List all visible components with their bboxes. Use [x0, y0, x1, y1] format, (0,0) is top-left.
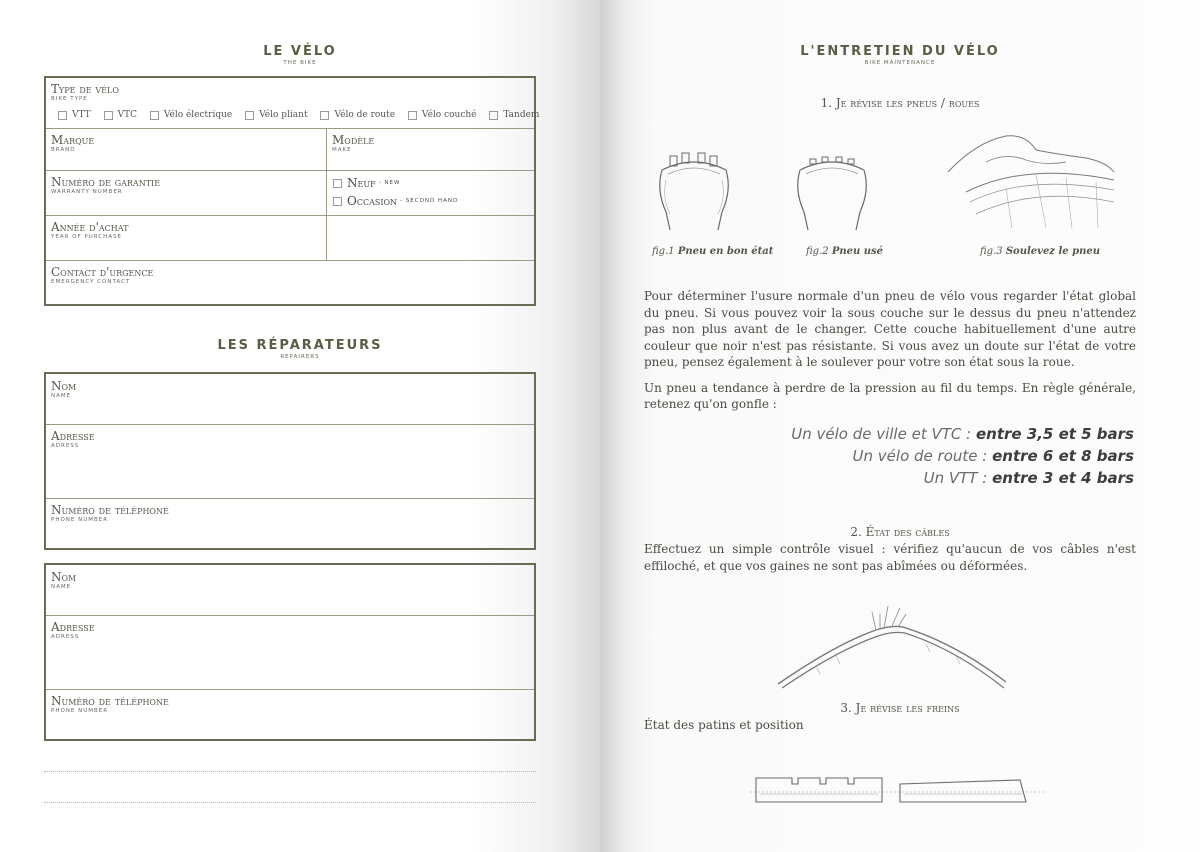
bike-type-option[interactable] [245, 110, 307, 120]
bike-title: LE VÉLO [263, 44, 337, 59]
notes-line [44, 771, 536, 772]
good-tyre-illustration [656, 150, 732, 240]
repairer-card [44, 372, 536, 550]
divider [326, 128, 327, 170]
bike-subtitle: THE BIKE [283, 60, 317, 66]
repairer-address-row [46, 424, 534, 499]
brake-pads-illustration [750, 774, 1050, 808]
option-label: Vélo pliant [259, 110, 308, 120]
used-label: Occasion [347, 194, 398, 208]
fig2-text: Pneu usé [831, 246, 883, 257]
option-label: Vélo électrique [163, 110, 233, 120]
brand-model-row [46, 128, 534, 171]
purchase-row [46, 215, 534, 261]
emergency-row [46, 260, 534, 306]
tyres-text [644, 288, 1136, 422]
warranty-row [46, 170, 534, 216]
address-label: Adresse [51, 620, 95, 634]
pressure-list [791, 423, 1134, 489]
pressure-label: Un VTT : [923, 469, 988, 487]
purchase-sublabel: YEAR OF PURCHASE [51, 234, 123, 240]
bike-info-form [44, 76, 540, 306]
purchase-label: Année d'achat [51, 220, 129, 234]
name-label: Nom [51, 570, 77, 584]
warranty-label: Numéro de garantie [51, 175, 161, 189]
warranty-sublabel: WARRANTY NUMBER [51, 189, 123, 195]
frayed-cable-illustration [776, 604, 1010, 692]
bike-type-label: Type de vélo [51, 82, 119, 96]
repairers-heading [0, 338, 600, 360]
phone-label: Numéro de téléphone [51, 694, 169, 708]
pressure-label: Un vélo de route : [852, 447, 988, 465]
phone-sublabel: PHONE NUMBER [51, 708, 109, 714]
model-sublabel: MAKE [332, 147, 352, 153]
used-sublabel: - SECOND HAND [400, 198, 459, 204]
option-label: Vélo de route [334, 110, 396, 120]
pressure-item [791, 445, 1134, 467]
checkbox[interactable] [245, 111, 254, 120]
checkbox[interactable] [150, 111, 159, 120]
notes-line [44, 802, 536, 803]
bike-type-option[interactable] [58, 110, 91, 120]
repairer-name-row [46, 565, 534, 616]
tyres-paragraph: Pour déterminer l'usure normale d'un pneu de vélo vous regarder l'état global du pneu. Si vous pouvez voir la sous couche sur le dessus du pneu n'attendez pas non plus avant de le changer. Cette couche habituellement d'une autre couleur que noir n'est pas résistante. Si vous avez un doute sur l'état de votre pneu, pensez également à le soulever pour votre son état sous la roue. [644, 289, 1136, 369]
repairers-subtitle: REPAIRERS [280, 354, 320, 360]
fig3-caption [980, 246, 1100, 257]
fig2-caption [806, 246, 883, 257]
pressure-value: entre 3 et 4 bars [992, 469, 1134, 487]
bike-type-option[interactable] [489, 110, 539, 120]
bike-type-option[interactable] [320, 110, 395, 120]
model-label: Modèle [332, 133, 375, 147]
new-label: Neuf [347, 176, 376, 190]
fig2-number: fig.2 [806, 246, 829, 257]
option-label: Vélo couché [421, 110, 477, 120]
pressure-label: Un vélo de ville et VTC : [791, 425, 972, 443]
emergency-sublabel: EMERGENCY CONTACT [51, 279, 131, 285]
phone-sublabel: PHONE NUMBER [51, 517, 109, 523]
divider [326, 215, 327, 260]
bike-type-option[interactable] [408, 110, 477, 120]
bike-type-sublabel: BIKE TYPE [51, 96, 88, 102]
maintenance-title: L'ENTRETIEN DU VÉLO [800, 44, 1000, 59]
fig1-number: fig.1 [652, 246, 675, 257]
pressure-value: entre 3,5 et 5 bars [975, 425, 1134, 443]
repairer-card [44, 563, 536, 741]
checkbox[interactable] [58, 111, 67, 120]
fig1-caption [652, 246, 773, 257]
option-label: Tandem [503, 110, 540, 120]
fig3-number: fig.3 [980, 246, 1003, 257]
fig1-text: Pneu en bon état [677, 246, 774, 257]
bike-type-row [46, 78, 540, 129]
bike-type-option[interactable] [104, 110, 137, 120]
checkbox[interactable] [333, 197, 342, 206]
worn-tyre-illustration [794, 152, 870, 240]
option-label: VTT [72, 110, 91, 120]
brand-sublabel: BRAND [51, 147, 76, 153]
used-option[interactable] [333, 194, 458, 208]
address-sublabel: ADRESS [51, 634, 80, 640]
section-brakes-title: 3. Je révise les freins [840, 701, 960, 715]
address-label: Adresse [51, 429, 95, 443]
name-sublabel: NAME [51, 584, 72, 590]
maintenance-heading [600, 44, 1200, 66]
repairer-phone-row [46, 689, 534, 741]
section-tyres-title: 1. Je révise les pneus / roues [820, 96, 980, 110]
pressure-value: entre 6 et 8 bars [992, 447, 1134, 465]
name-sublabel: NAME [51, 393, 72, 399]
checkbox[interactable] [333, 179, 342, 188]
divider [326, 170, 327, 215]
pressure-item [791, 467, 1134, 489]
repairer-phone-row [46, 498, 534, 550]
brakes-text [644, 717, 1136, 743]
option-label: VTC [117, 110, 137, 120]
phone-label: Numéro de téléphone [51, 503, 169, 517]
section-cables-title: 2. État des câbles [850, 525, 950, 539]
address-sublabel: ADRESS [51, 443, 80, 449]
cables-text [644, 541, 1136, 583]
checkbox[interactable] [104, 111, 113, 120]
brakes-paragraph: État des patins et position [644, 718, 804, 732]
checkbox[interactable] [408, 111, 417, 120]
emergency-label: Contact d'urgence [51, 265, 154, 279]
checkbox[interactable] [320, 111, 329, 120]
fig3-text: Soulevez le pneu [1005, 246, 1101, 257]
name-label: Nom [51, 379, 77, 393]
pressure-intro: Un pneu a tendance à perdre de la pression au fil du temps. En règle générale, retenez qu'on gonfle : [644, 380, 1136, 411]
new-option[interactable] [333, 176, 400, 190]
pressure-item [791, 423, 1134, 445]
repairer-name-row [46, 374, 534, 425]
repairer-address-row [46, 615, 534, 690]
repairers-title: LES RÉPARATEURS [217, 338, 383, 353]
bike-heading [0, 44, 600, 66]
bike-type-option[interactable] [150, 110, 232, 120]
brand-label: Marque [51, 133, 95, 147]
cables-paragraph: Effectuez un simple contrôle visuel : vérifiez qu'aucun de vos câbles n'est effiloché, et que vos gaines ne sont pas abîmées ou déformées. [644, 542, 1136, 573]
lifting-tyre-illustration [946, 132, 1116, 232]
maintenance-subtitle: BIKE MAINTENANCE [864, 60, 936, 66]
bike-type-options [58, 110, 549, 123]
checkbox[interactable] [489, 111, 498, 120]
right-page [600, 0, 1200, 852]
new-sublabel: - NEW [378, 180, 401, 186]
